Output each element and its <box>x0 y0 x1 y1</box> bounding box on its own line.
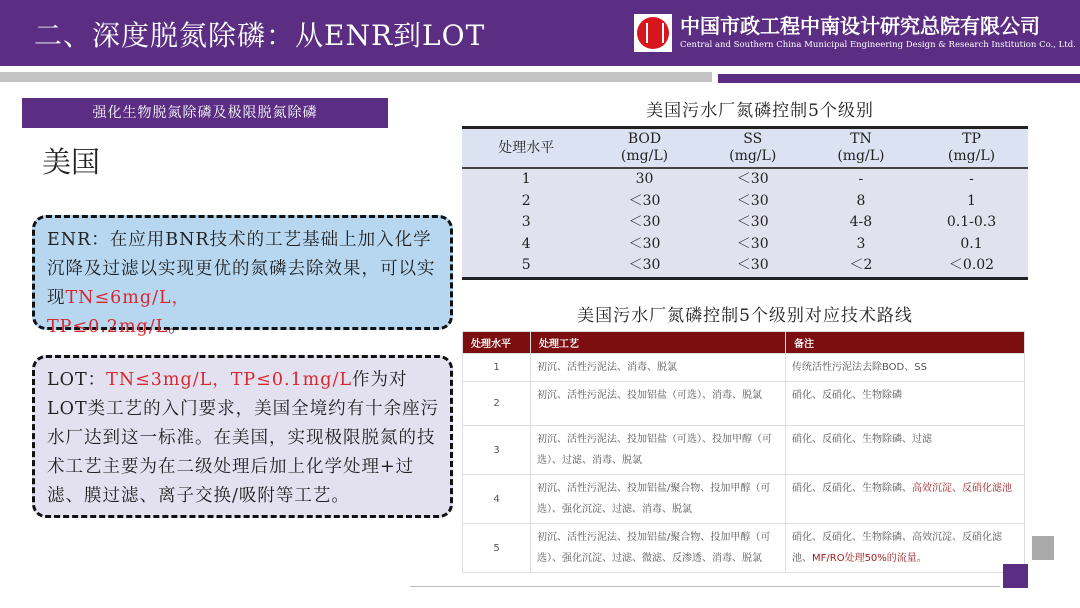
lot-red: TN≤3mg/L，TP≤0.1mg/L <box>106 370 352 390</box>
process-cell: 初沉、活性污泥法、投加铝盐（可选）、投加甲醇（可选）、过滤、消毒、脱氯 <box>531 426 786 475</box>
decor-square-purple <box>1003 564 1028 588</box>
footer-line <box>410 586 1000 587</box>
col-header-unit: (mg/L) <box>947 148 996 164</box>
note-cell <box>786 475 1025 524</box>
lot-prefix: LOT： <box>47 370 107 390</box>
col-header-name: TN <box>850 131 872 147</box>
table-row <box>463 475 1025 524</box>
table-cell: 4 <box>521 235 531 252</box>
table-cell: ＜30 <box>628 192 661 209</box>
col-header-name: 处理水平 <box>498 139 555 156</box>
note-highlight: MF/RO处理50%的流量。 <box>812 553 927 564</box>
table-row <box>462 168 1028 191</box>
table-cell: ＜30 <box>628 257 661 273</box>
table-cell: 1 <box>967 192 976 209</box>
level-cell: 5 <box>463 524 531 573</box>
table-cell: 2 <box>521 192 531 209</box>
section-subtitle: 强化生物脱氮除磷及极限脱氮除磷 <box>22 98 388 128</box>
table-cell: 0.1-0.3 <box>946 214 997 230</box>
table-cell: 30 <box>635 171 654 187</box>
note-text: 硝化、反硝化、生物除磷、 <box>792 483 912 494</box>
col-header-unit: (mg/L) <box>837 148 885 164</box>
note-cell <box>786 354 1025 382</box>
level-cell: 4 <box>463 475 531 524</box>
col-header <box>915 128 1028 169</box>
table-cell: - <box>969 171 974 187</box>
lot-text: 作为对LOT类工艺的入门要求，美国全境约有十余座污水厂达到这一标准。在美国，实现极限脱氮的技术工艺主要为在二级处理后加上化学处理+过滤、膜过滤、离子交换/吸附等工艺。 <box>47 370 440 506</box>
table-row <box>463 382 1025 426</box>
process-cell: 初沉、活性污泥法、投加铝盐/聚合物、投加甲醇（可选）、强化沉淀、过滤、消毒、脱氯 <box>531 475 786 524</box>
note-text: 硝化、反硝化、生物除磷 <box>792 390 902 401</box>
table-row <box>462 234 1028 256</box>
table-cell: ＜30 <box>736 214 769 230</box>
col-header: 备注 <box>786 332 1025 354</box>
header-bar <box>0 0 1080 66</box>
table-row <box>462 191 1028 213</box>
table-cell: ＜30 <box>736 192 769 209</box>
table2-title: 美国污水厂氮磷控制5个级别对应技术路线 <box>577 306 913 326</box>
level-cell: 2 <box>463 382 531 426</box>
enr-end: 。 <box>168 317 187 337</box>
page-title: 二、深度脱氮除磷：从ENR到LOT <box>34 19 486 52</box>
enr-box <box>32 215 453 337</box>
col-header-unit: (mg/L) <box>729 148 777 164</box>
level-cell: 1 <box>463 354 531 382</box>
col-header <box>590 128 698 169</box>
decor-square-gray <box>1032 536 1054 560</box>
table-cell: 8 <box>856 192 866 209</box>
note-text: 传统活性污泥法去除BOD、SS <box>792 362 927 373</box>
col-header-unit: (mg/L) <box>620 148 669 164</box>
col-header: 处理水平 <box>463 332 531 354</box>
table-cell: ＜30 <box>736 171 769 187</box>
table-cell: ＜0.02 <box>948 257 995 273</box>
process-cell: 初沉、活性污泥法、投加铝盐（可选）、消毒、脱氯 <box>531 382 786 426</box>
note-text: 硝化、反硝化、生物除磷、高效沉淀、反硝化滤池、 <box>792 532 1002 564</box>
company-name-cn: 中国市政工程中南设计研究总院有限公司 <box>680 14 1040 38</box>
table-row <box>463 354 1025 382</box>
table-cell: ＜30 <box>628 235 661 252</box>
tech-route-table <box>462 331 1025 573</box>
divider-purple <box>718 74 1080 83</box>
table-row <box>462 212 1028 234</box>
col-header <box>807 128 915 169</box>
table-row <box>462 255 1028 278</box>
table-cell: ＜2 <box>849 257 873 273</box>
company-logo-icon <box>634 14 672 52</box>
col-header-name: SS <box>743 131 763 147</box>
table1-title: 美国污水厂氮磷控制5个级别 <box>646 101 874 121</box>
divider-gray <box>0 72 712 82</box>
table-cell: 4-8 <box>849 214 873 230</box>
note-cell <box>786 524 1025 573</box>
table-cell: 5 <box>521 257 531 273</box>
table-cell: 3 <box>521 214 531 230</box>
level-cell: 3 <box>463 426 531 475</box>
company-name-en: Central and Southern China Municipal Engineering Design & Research Institution Co., Ltd. <box>680 40 1076 50</box>
lot-box <box>32 355 453 518</box>
col-header <box>699 128 807 169</box>
table-cell: ＜30 <box>736 257 769 273</box>
table-cell: ＜30 <box>628 214 661 230</box>
table-cell: - <box>858 171 864 187</box>
note-cell <box>786 426 1025 475</box>
col-header: 处理工艺 <box>531 332 786 354</box>
table-row <box>463 524 1025 573</box>
note-highlight: 高效沉淀、反硝化滤池 <box>912 483 1012 494</box>
table-cell: ＜30 <box>736 235 769 252</box>
note-text: 硝化、反硝化、生物除磷、过滤 <box>792 434 932 445</box>
table-cell: 1 <box>521 171 531 187</box>
process-cell: 初沉、活性污泥法、消毒、脱氯 <box>531 354 786 382</box>
col-header-name: BOD <box>627 131 662 147</box>
col-header-name: TP <box>962 131 981 147</box>
note-cell <box>786 382 1025 426</box>
col-header <box>462 128 590 169</box>
country-heading: 美国 <box>42 145 101 179</box>
enr-text: ENR：在应用BNR技术的工艺基础上加入化学沉降及过滤以实现更优的氮磷去除效果，可以实现 <box>47 230 436 308</box>
table-cell: 0.1 <box>960 235 983 252</box>
process-cell: 初沉、活性污泥法、投加铝盐/聚合物、投加甲醇（可选）、强化沉淀、过滤、微滤、反渗透、消毒、脱氯 <box>531 524 786 573</box>
table-cell: 3 <box>856 235 866 252</box>
enr-tp: TP≤0.2mg/L <box>47 317 169 337</box>
levels-table <box>462 126 1028 280</box>
table-row <box>463 426 1025 475</box>
enr-tn: TN≤6mg/L， <box>65 288 191 308</box>
